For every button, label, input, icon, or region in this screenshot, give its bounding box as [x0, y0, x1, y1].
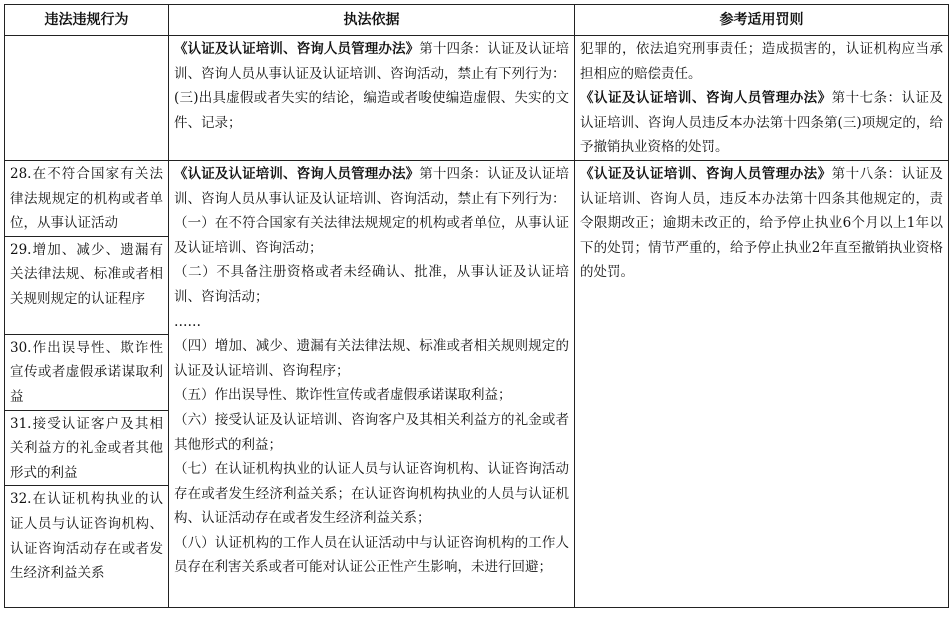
- law-title: 《认证及认证培训、咨询人员管理办法》: [580, 90, 832, 107]
- basis-item: （七）在认证机构执业的认证人员与认证咨询机构、认证咨询活动存在或者发生经济利益关系；在认证咨询机构执业的人员与认证机构、认证活动存在或者发生经济利益关系；: [174, 461, 569, 527]
- law-title: 《认证及认证培训、咨询人员管理办法》: [174, 41, 420, 57]
- law-lead: 第十八条：认证及认证培训、咨询人员，违反本办法第十四条其他规定的，责令限期改正；逾期未改正的，给予停止执业6个月以上1年以下的处罚；情节严重的，给予停止执业2年直至撤销执业资格的处罚。: [580, 165, 944, 281]
- penalty-cell: [575, 36, 949, 161]
- basis-item: （八）认证机构的工作人员在认证活动中与认证咨询机构的工作人员存在利害关系或者可能对认证公正性产生影响，未进行回避；: [174, 534, 569, 576]
- basis-item: (三)出具虚假或者失实的结论，编造或者唆使编造虚假、失实的文件、记录；: [174, 90, 569, 131]
- header-violation: 违法违规行为: [5, 5, 169, 36]
- header-row: [5, 5, 949, 36]
- violation-cell-empty: [5, 36, 169, 161]
- basis-item: （四）增加、减少、遗漏有关法律法规、标准或者相关规则规定的认证及认证培训、咨询程序；: [174, 338, 569, 379]
- regulation-table: [4, 4, 949, 608]
- law-lead: 第十七条：认证及认证培训、咨询人员违反本办法第十四条第(三)项规定的，给予撤销执业资格的处罚。: [580, 90, 944, 156]
- regulation-table-container: [4, 4, 948, 617]
- law-lead: 第十四条：认证及认证培训、咨询人员从事认证及认证培训、咨询活动，禁止有下列行为：: [174, 165, 569, 207]
- violation-28: 28.在不符合国家有关法律法规规定的机构或者单位，从事认证活动: [5, 160, 169, 236]
- basis-item: （一）在不符合国家有关法律法规规定的机构或者单位，从事认证及认证培训、咨询活动；: [174, 215, 569, 256]
- law-lead: 第十四条：认证及认证培训、咨询人员从事认证及认证培训、咨询活动，禁止有下列行为：: [174, 41, 569, 82]
- table-row: [5, 160, 949, 236]
- penalty-cell: [575, 160, 949, 607]
- header-basis: 执法依据: [169, 5, 575, 36]
- header-penalty: 参考适用罚则: [575, 5, 949, 36]
- violation-29: 29.增加、减少、遗漏有关法律法规、标准或者相关规则规定的认证程序: [5, 236, 169, 334]
- violation-31: 31.接受认证客户及其相关利益方的礼金或者其他形式的利益: [5, 410, 169, 486]
- basis-cell: [169, 36, 575, 161]
- penalty-paragraph: [580, 162, 943, 285]
- penalty-paragraph: 犯罪的，依法追究刑事责任；造成损害的，认证机构应当承担相应的赔偿责任。: [580, 41, 943, 82]
- violation-32: 32.在认证机构执业的认证人员与认证咨询机构、认证咨询活动存在或者发生经济利益关系: [5, 486, 169, 608]
- basis-item: （二）不具备注册资格或者未经确认、批准，从事认证及认证培训、咨询活动；: [174, 264, 569, 305]
- basis-paragraph: [174, 162, 569, 211]
- basis-item: （六）接受认证及认证培训、咨询客户及其相关利益方的礼金或者其他形式的利益；: [174, 411, 569, 453]
- basis-paragraph: [174, 37, 569, 86]
- basis-item: （五）作出误导性、欺诈性宣传或者虚假承诺谋取利益；: [174, 387, 512, 404]
- basis-cell: [169, 160, 575, 607]
- violation-30: 30.作出误导性、欺诈性宣传或者虚假承诺谋取利益: [5, 334, 169, 410]
- penalty-paragraph: [580, 86, 943, 160]
- law-title: 《认证及认证培训、咨询人员管理办法》: [174, 165, 420, 182]
- table-row: [5, 36, 949, 161]
- law-title: 《认证及认证培训、咨询人员管理办法》: [580, 165, 832, 182]
- basis-item: ……: [174, 313, 201, 330]
